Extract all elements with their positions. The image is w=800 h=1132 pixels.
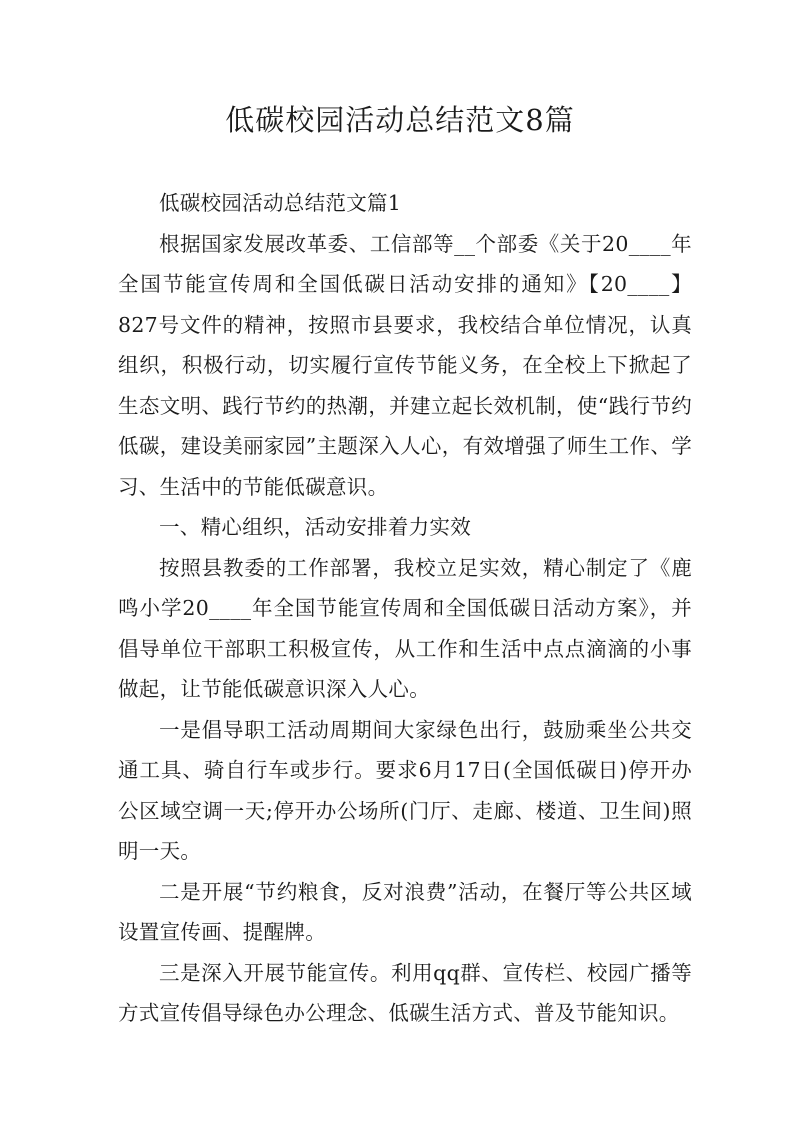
paragraph: 一是倡导职工活动周期间大家绿色出行，鼓励乘坐公共交通工具、骑自行车或步行。要求6月17日(全国低碳日)停开办公区域空调一天;停开办公场所(门厅、走廊、楼道、卫生间)照明一天。 (118, 717, 692, 863)
paragraph: 按照县教委的工作部署，我校立足实效，精心制定了《鹿鸣小学20____年全国节能宣传周和全国低碳日活动方案》，并倡导单位干部职工积极宣传，从工作和生活中点点滴滴的小事做起，让节能低碳意识深入人心。 (118, 555, 692, 701)
section-heading: 低碳校园活动总结范文篇1 (159, 191, 402, 215)
document-body (118, 183, 692, 1034)
paragraph: 二是开展“节约粮食，反对浪费”活动，在餐厅等公共区域设置宣传画、提醒牌。 (118, 879, 692, 944)
document-title: 低碳校园活动总结范文8篇 (225, 103, 575, 137)
paragraph: 根据国家发展改革委、工信部等__个部委《关于20____年全国节能宣传周和全国低碳日活动安排的通知》【20____】827号文件的精神，按照市县要求，我校结合单位情况，认真组织，积极行动，切实履行宣传节能义务，在全校上下掀起了生态文明、践行节约的热潮，并建立起长效机制，使“践行节约低碳，建设美丽家园”主题深入人心，有效增强了师生工作、学习、生活中的节能低碳意识。 (118, 231, 692, 499)
section-heading: 一、精心组织，活动安排着力实效 (159, 515, 471, 539)
paragraph: 三是深入开展节能宣传。利用qq群、宣传栏、校园广播等方式宣传倡导绿色办公理念、低碳生活方式、普及节能知识。 (118, 960, 692, 1025)
